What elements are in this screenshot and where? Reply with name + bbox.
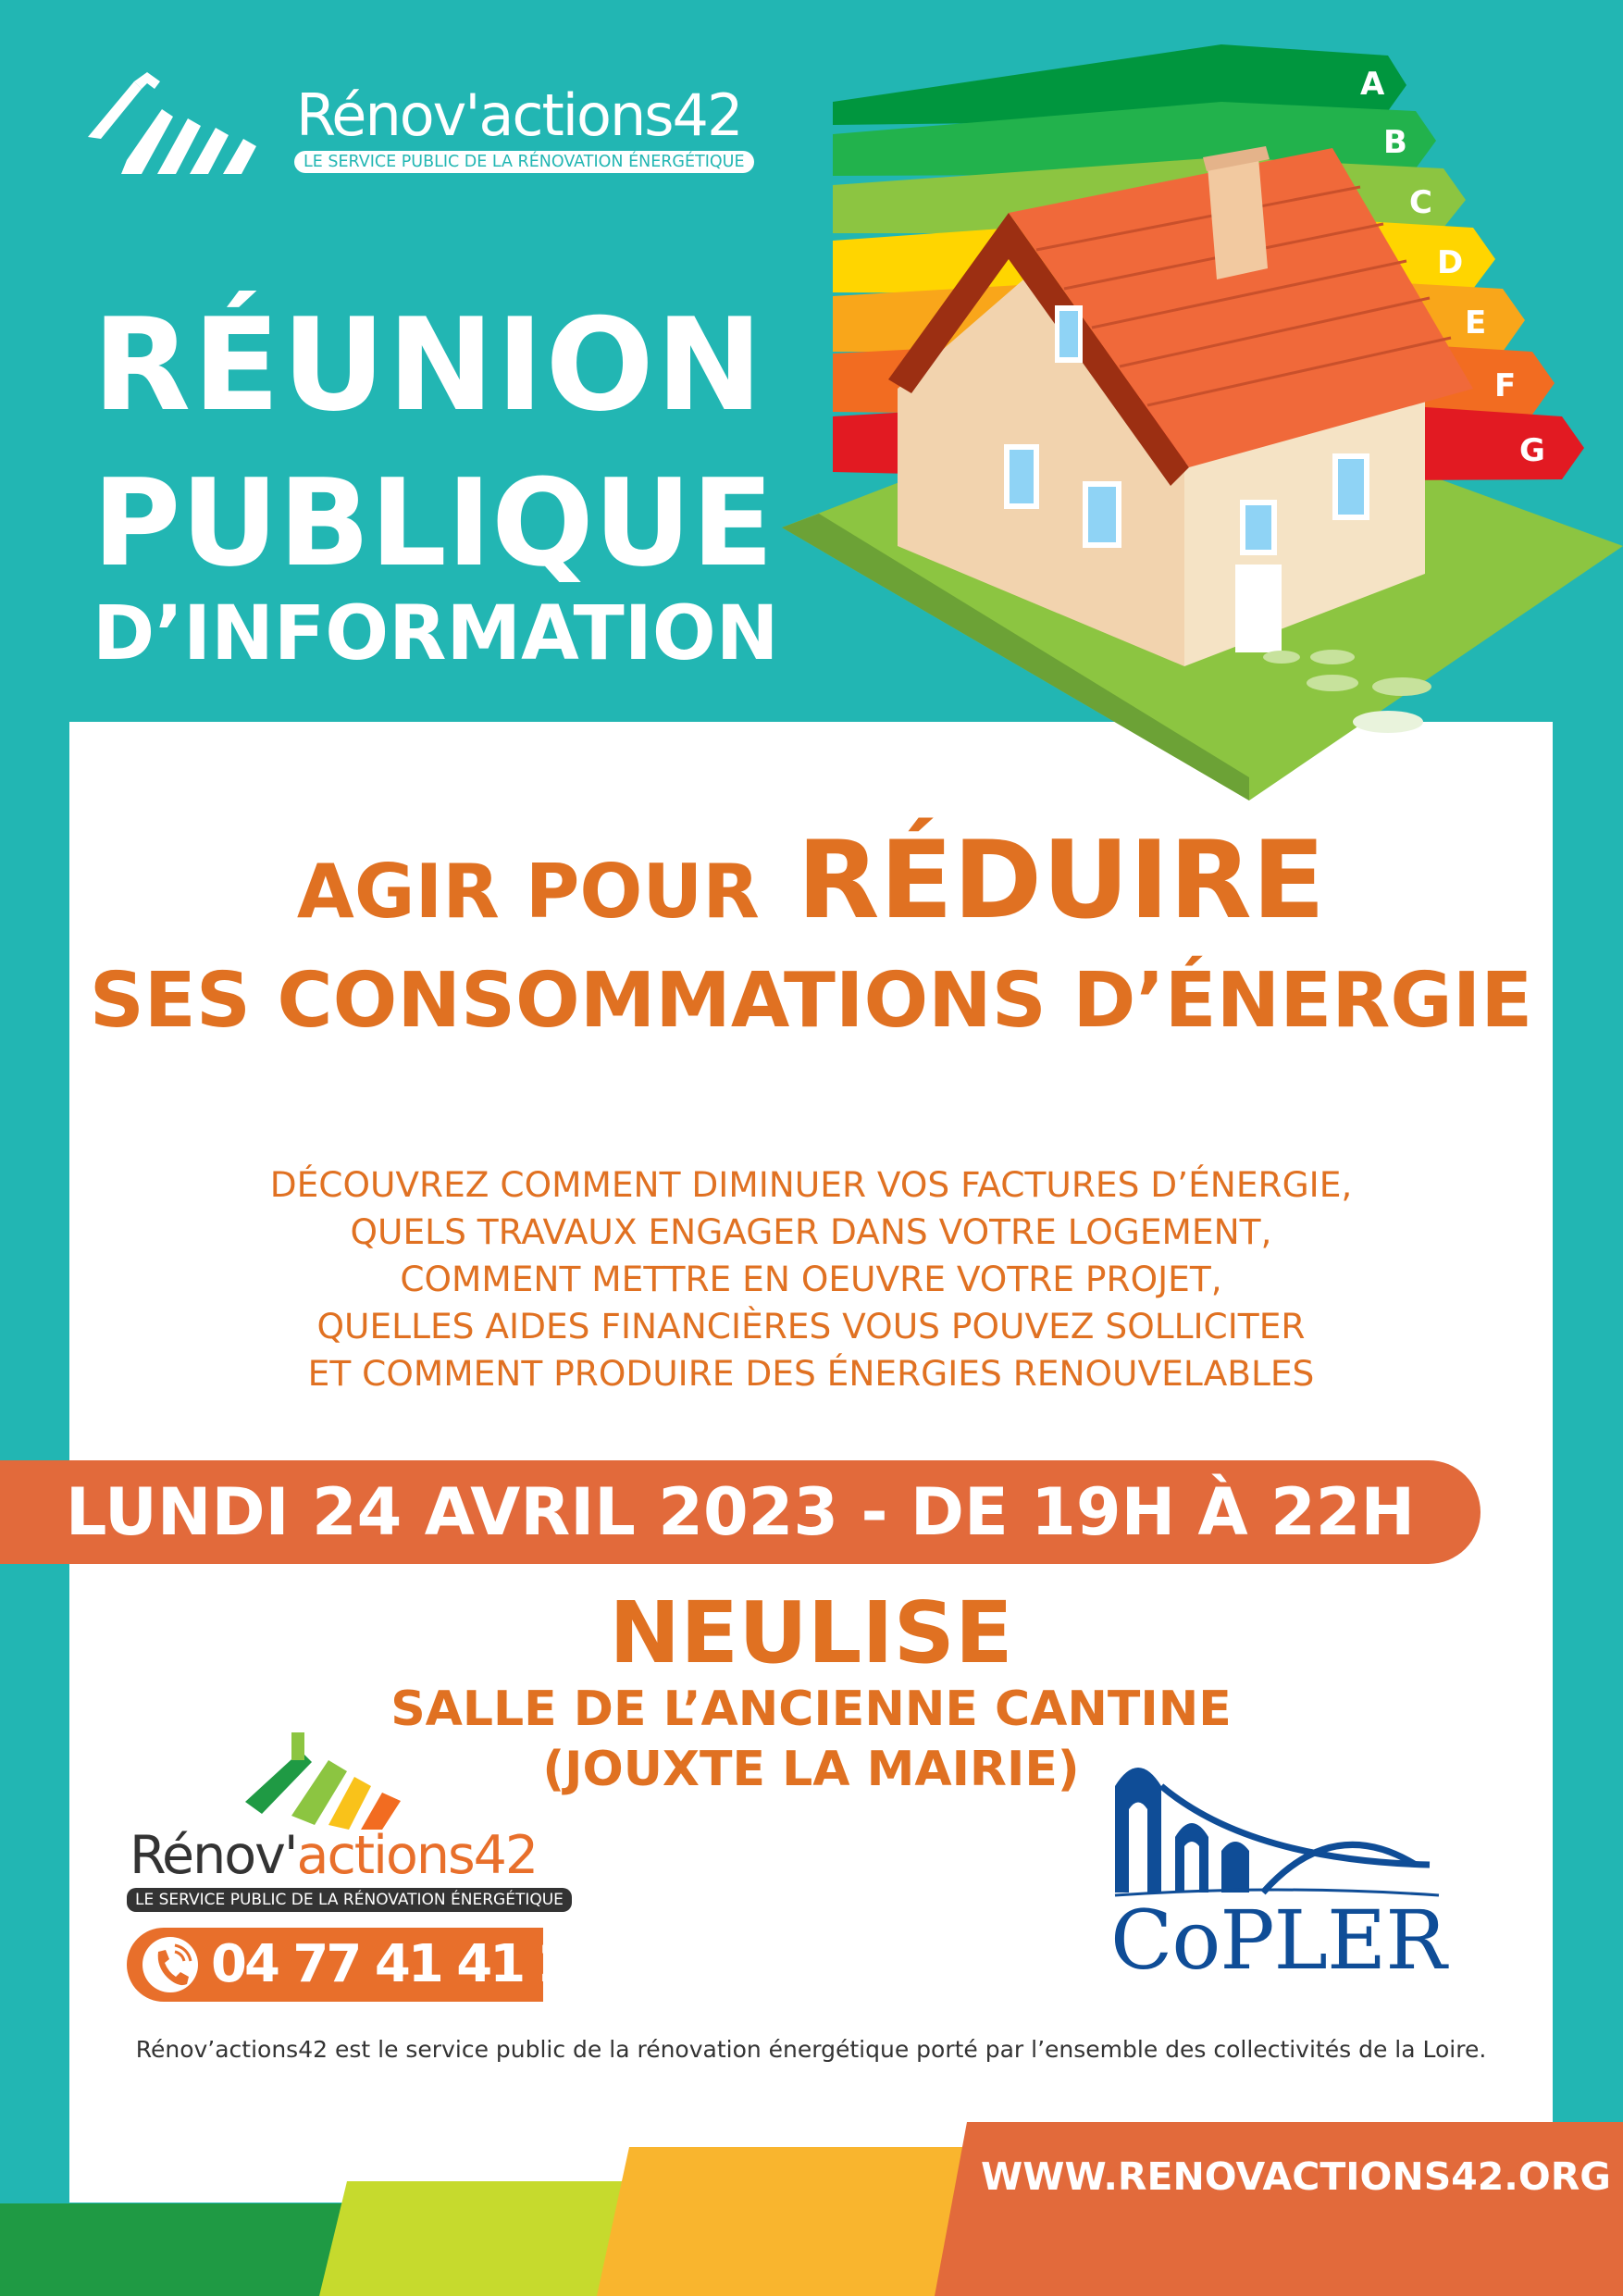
logo-roof-icon (88, 72, 287, 174)
event-date: LUNDI 24 AVRIL 2023 - DE 19H À 22H (65, 1474, 1416, 1550)
energy-letter: F (1494, 367, 1517, 404)
logo-tagline: LE SERVICE PUBLIC DE LA RÉNOVATION ÉNERGÉTIQUE (294, 151, 754, 173)
logo-wordmark (130, 1825, 537, 1886)
partner-logo-wordmark: CoPLER (1110, 1893, 1446, 1988)
description-line: COMMENT METTRE EN OEUVRE VOTRE PROJET, (400, 1259, 1222, 1299)
description-line: QUELLES AIDES FINANCIÈRES VOUS POUVEZ SOLLICITER (316, 1306, 1306, 1347)
logo-roof-icon (236, 1732, 421, 1830)
hero-title-line3: D’INFORMATION (93, 590, 779, 677)
website-link[interactable]: WWW.RENOVACTIONS42.ORG (981, 2154, 1611, 2199)
copler-logo-icon (1110, 1758, 1443, 1897)
phone-icon (142, 1935, 199, 1994)
logo-tagline: LE SERVICE PUBLIC DE LA RÉNOVATION ÉNERGÉTIQUE (127, 1888, 572, 1912)
logo-wordmark: Rénov'actions42 (296, 81, 742, 149)
energy-letter: A (1360, 66, 1385, 103)
energy-letter: D (1437, 244, 1464, 281)
headline-emphasis: RÉDUIRE (797, 818, 1326, 943)
logo-wordmark-part1: Rénov' (130, 1825, 297, 1886)
event-town: NEULISE (609, 1583, 1013, 1682)
headline-line1 (69, 816, 1553, 957)
description-line: DÉCOUVREZ COMMENT DIMINUER VOS FACTURES D’ÉNERGIE, (269, 1164, 1353, 1205)
phone-number[interactable]: 04 77 41 41 25 (211, 1934, 605, 1994)
energy-letter: B (1383, 124, 1407, 161)
headline-line2: SES CONSOMMATIONS D’ÉNERGIE (89, 957, 1533, 1045)
logo-wordmark-part2: actions42 (296, 1825, 538, 1886)
hero-title-line2: PUBLIQUE (93, 453, 774, 593)
description-line: ET COMMENT PRODUIRE DES ÉNERGIES RENOUVELABLES (307, 1353, 1315, 1394)
energy-letter: E (1465, 304, 1487, 341)
headline-part1: AGIR POUR (296, 849, 760, 935)
description-line: QUELS TRAVAUX ENGAGER DANS VOTRE LOGEMENT, (350, 1211, 1272, 1252)
bottom-color-stripes (0, 2110, 1623, 2296)
house-energy-label-illustration (777, 19, 1623, 805)
hero-title-line1: RÉUNION (93, 291, 765, 440)
event-venue: SALLE DE L’ANCIENNE CANTINE (390, 1682, 1232, 1737)
energy-letter: C (1409, 184, 1432, 221)
footer-note: Rénov’actions42 est le service public de la rénovation énergétique porté par l’ensemble des collectivités de la Loire. (135, 2036, 1487, 2063)
description-block (69, 1161, 1553, 1397)
energy-letter: G (1519, 432, 1545, 469)
event-venue-note: (JOUXTE LA MAIRIE) (542, 1742, 1080, 1797)
